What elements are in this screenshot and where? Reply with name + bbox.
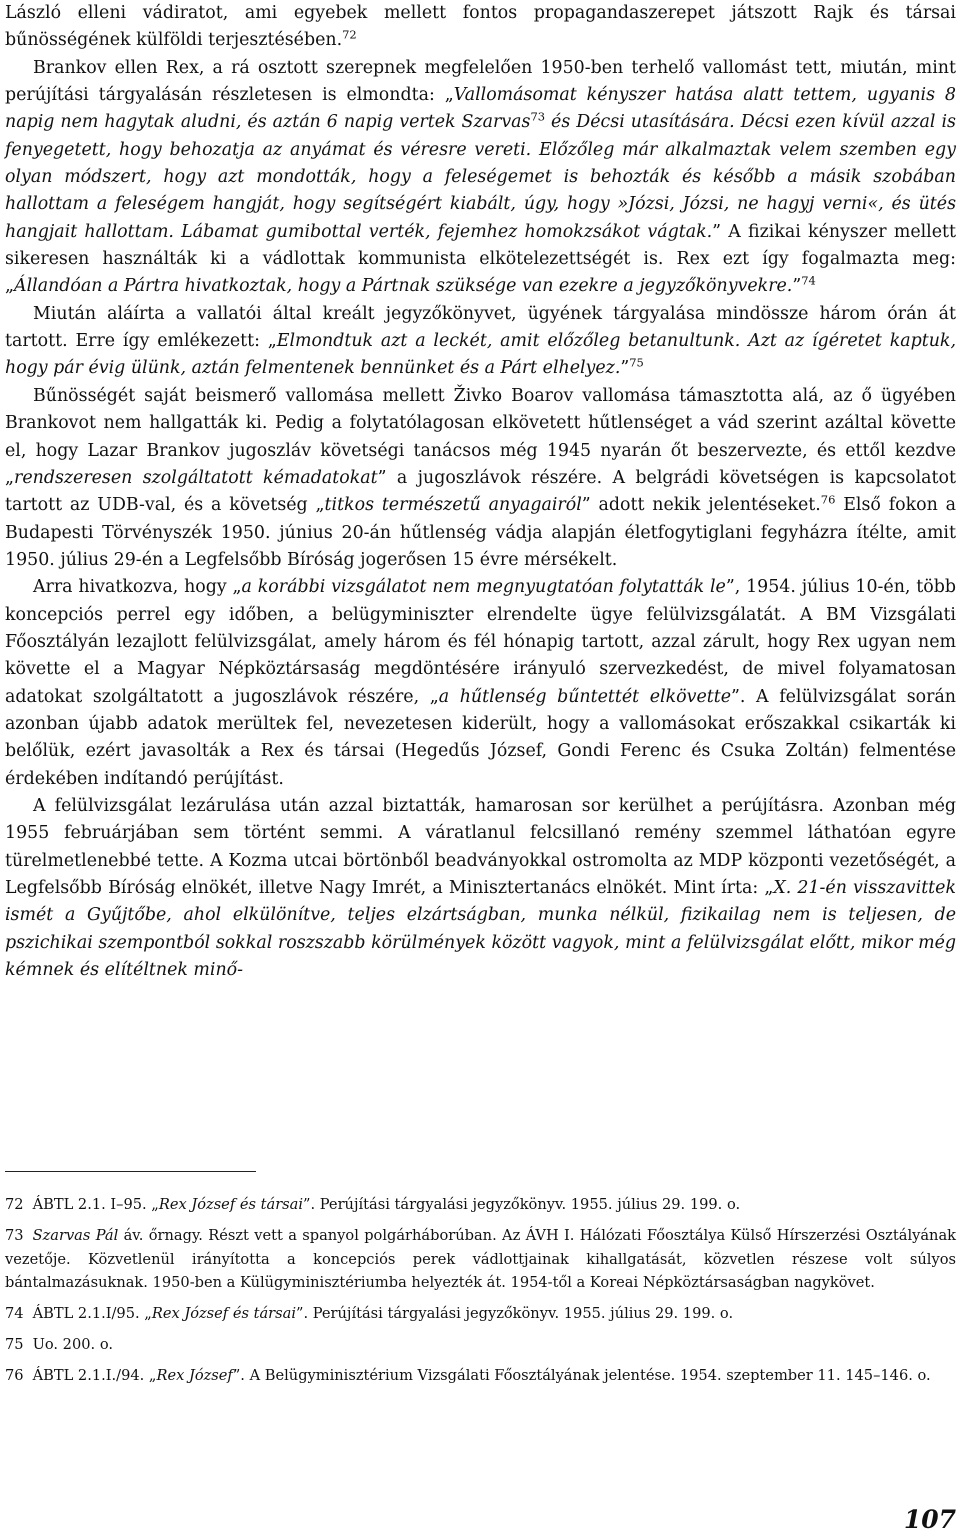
- text-run: ” adott nekik jelentéseket.: [581, 495, 821, 516]
- italic-text: Rex József és társai: [151, 1305, 296, 1322]
- text-run: ”: [792, 276, 802, 297]
- body-paragraph: [5, 383, 956, 574]
- italic-text: Elmondtuk azt a leckét, amit előzőleg betanultunk. Azt az ígéretet kaptuk, hogy pár évig ülünk, aztán felmentenek bennünket és a Párt elhelyez.: [5, 331, 956, 379]
- italic-text: a korábbi vizsgálatot nem megnyugtatóan folytatták le: [241, 577, 726, 598]
- footnote-number: 74: [5, 1305, 24, 1322]
- italic-text: Rex József és társai: [158, 1196, 304, 1213]
- italic-text: Rex József: [156, 1367, 233, 1384]
- italic-text: és Décsi utasítására. Décsi ezen kívül azzal is fenyegetett, hogy behozatja az anyámat és véresre vereti. Előzőleg már alkalmaztak velem szemben egy olyan módszert, hogy azt mondották, hogy a feleségemet is behozták és később a másik szobában hallottam a feleségem hangját, hogy segítségért kiabált, úgy, hogy »Józsi, Józsi, ne hagyj verni«, és ütés hangjait hallottam. Lábamat gumibottal verték, fejemhez homokzsákot vágtak.: [5, 112, 956, 242]
- footnote: [5, 1193, 956, 1217]
- footnote: [5, 1333, 956, 1357]
- italic-text: Állandóan a Pártra hivatkoztak, hogy a Pártnak szüksége van ezekre a jegyzőkönyvekre.: [14, 276, 793, 297]
- footnote-separator: [5, 1171, 256, 1172]
- footnote-number: 72: [5, 1196, 24, 1213]
- text-run: Arra hivatkozva, hogy „: [33, 577, 242, 598]
- text-run: ÁBTL 2.1.I./94. „: [32, 1367, 157, 1384]
- italic-text: Vallomásomat kényszer hatása alatt tettem, ugyanis 8 napig nem hagytak aludni, és aztán 6 napig vertek Szarvas: [5, 85, 957, 133]
- body-paragraph: [5, 793, 956, 984]
- footnote-ref: 72: [342, 28, 357, 43]
- text-run: Bűnösségét saját beismerő vallomása mellett Živko Boarov vallomása támasztotta alá, az ő ügyében Brankovot nem hallgatták ki. Pedig a folytatólagosan elkövetett hűtlenséget a vád szerint azáltal követte el, hogy Lazar Brankov jugoszláv követségi tanácsos még 1945 nyarán őt beszervezte, és ettől kezdve „: [5, 385, 956, 488]
- italic-text: titkos természetű anyagairól: [324, 495, 582, 516]
- page-number: 107: [903, 1505, 956, 1534]
- body-paragraph: [5, 0, 956, 55]
- text-run: Első fokon a Budapesti Törvényszék 1950. június 20-án hűtlenség vádja alapján életfogytiglani fegyházra ítélte, amit 1950. július 29-én a Legfelsőbb Bíróság jogerősen 15 évre mérsékelt.: [5, 495, 957, 570]
- italic-text: Szarvas Pál: [32, 1227, 119, 1244]
- body-paragraph: [5, 574, 956, 793]
- footnote-number: 73: [5, 1227, 24, 1244]
- italic-text: a hűtlenség bűntettét elkövette: [438, 686, 732, 707]
- text-run: ” a jugoszlávok részére. A belgrádi követségen is kapcsolatot tartott az UDB-val, és a követség „: [5, 467, 956, 516]
- footnote-number: 76: [5, 1367, 24, 1384]
- text-run: ”: [620, 358, 630, 379]
- body-text: [5, 0, 956, 984]
- footnote-ref: 75: [629, 356, 644, 371]
- document-page: [5, 0, 956, 1535]
- text-run: áv. őrnagy. Részt vett a spanyol polgárháborúban. Az ÁVH I. Hálózati Főosztálya Külső Hírszerzési Osztályának vezetője. Közvetlenül irányította a koncepciós perek vádlottjainak kihallgatását, közvetlen részese volt súlyos bántalmazásuknak. 1950-ben a Külügyminisztériumba helyezték át. 1954-től a Koreai Népköztársaságban nagykövet.: [5, 1227, 956, 1291]
- text-run: ” A fizikai kényszer mellett sikeresen használták ki a vádlottak kommunista elkötelezettségét is. Rex ezt így fogalmazta meg: „: [5, 221, 957, 297]
- text-run: Miután aláírta a vallatói által kreált jegyzőkönyvet, ügyének tárgyalása mindössze három órán át tartott. Erre így emlékezett: „: [5, 303, 956, 352]
- footnote-ref: 74: [801, 274, 816, 289]
- footnote-ref: 76: [820, 492, 836, 507]
- footnote-ref: 73: [530, 110, 546, 125]
- text-run: Brankov ellen Rex, a rá osztott szerepnek megfelelően 1950-ben terhelő vallomást tett, miután, mint perújítási tárgyalásán részletesen is elmondta: „: [5, 57, 956, 106]
- footnote: [5, 1224, 956, 1295]
- italic-text: rendszeresen szolgáltatott kémadatokat: [14, 467, 378, 488]
- body-paragraph: [5, 55, 956, 301]
- footnote-number: 75: [5, 1336, 24, 1353]
- text-run: ÁBTL 2.1. I–95. „: [32, 1196, 159, 1213]
- text-run: ”, 1954. július 10-én, több koncepciós perrel egy időben, a belügyminiszter elrendelte ügye felülvizsgálatát. A BM Vizsgálati Főosztályán lezajlott felülvizsgálat, amely három és fél hónapig tartott, azzal zárult, hogy Rex ugyan nem követte el a Magyar Népköztársaság megdöntésére irányuló szervezkedést, de mivel folyamatosan adatokat szolgáltatott a jugoszlávok részére, „: [5, 577, 956, 707]
- text-run: ”. A felülvizsgálat során azonban újabb adatok merültek fel, nevezetesen kiderült, hogy a vallomásokat erőszakkal csikarták ki belőlük, ezért javasolták a Rex és társai (Hegedűs József, Gondi Ferenc és Csuka Zoltán) felmentése érdekében indítandó perújítást.: [5, 686, 957, 789]
- footnote: [5, 1364, 956, 1388]
- footnotes: [5, 1193, 956, 1395]
- text-run: Uo. 200. o.: [32, 1336, 113, 1353]
- italic-text: X. 21-én visszavittek ismét a Gyűjtőbe, ahol elkülönítve, teljes elzártságban, munka nélkül, fizikailag nem is teljesen, de pszichikai szempontból sokkal roszszabb körülmények között vagyok, mint a felülvizsgálat előtt, mikor még kémnek és elítéltnek minő-: [5, 878, 956, 981]
- text-run: A felülvizsgálat lezárulása után azzal biztatták, hamarosan sor kerülhet a perújításra. Azonban még 1955 februárjában sem történt semmi. A váratlanul felcsillanó remény szemmel láthatóan egyre türelmetlenebbé tette. A Kozma utcai börtönből beadványokkal ostromolta az MDP központi vezetőségét, a Legfelsőbb Bíróság elnökét, illetve Nagy Imrét, a Minisztertanács elnökét. Mint írta: „: [5, 795, 956, 898]
- text-run: ”. A Belügyminisztérium Vizsgálati Főosztályának jelentése. 1954. szeptember 11. 145–146. o.: [232, 1367, 931, 1384]
- text-run: László elleni vádiratot, ami egyebek mellett fontos propagandaszerepet játszott Rajk és társai bűnösségének külföldi terjesztésében.: [5, 3, 956, 51]
- text-run: ”. Perújítási tárgyalási jegyzőkönyv. 1955. július 29. 199. o.: [303, 1196, 741, 1213]
- text-run: ÁBTL 2.1.I/95. „: [32, 1305, 152, 1322]
- footnote: [5, 1302, 956, 1326]
- body-paragraph: [5, 301, 956, 383]
- text-run: ”. Perújítási tárgyalási jegyzőkönyv. 1955. július 29. 199. o.: [296, 1305, 734, 1322]
